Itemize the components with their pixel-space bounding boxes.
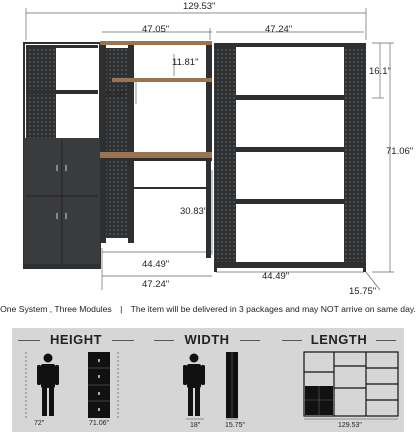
desk-module	[100, 41, 212, 258]
depth-label: 15.75"	[349, 286, 377, 297]
product-length-value: 129.53"	[338, 422, 362, 429]
product-depth-value: 15.75"	[225, 422, 246, 429]
person-icon	[37, 354, 59, 417]
desk-height-label: 30.83"	[180, 206, 208, 217]
right-shelf-module	[214, 43, 366, 272]
modules-text: One System , Three Modules	[0, 304, 112, 314]
delivery-notice: The item will be delivered in 3 packages and may NOT arrive on same day.	[130, 304, 416, 314]
left-cabinet-module	[24, 43, 100, 268]
size-comparison-panel	[12, 328, 404, 432]
width-title: WIDTH	[184, 332, 230, 347]
small-shelf-gap-label: 8.66"	[106, 89, 128, 100]
width-section	[148, 328, 266, 432]
shelf-gap-label: 11.81"	[172, 57, 199, 68]
cabinet-front-icon	[88, 352, 110, 418]
length-title: LENGTH	[310, 332, 368, 347]
height-figure	[12, 328, 140, 432]
height-title: HEIGHT	[49, 332, 103, 347]
length-figure	[274, 328, 404, 432]
right-module-width-label: 47.24"	[265, 24, 293, 35]
product-height-value: 71.06"	[89, 420, 110, 427]
height-section	[12, 328, 140, 432]
width-figure	[148, 328, 266, 432]
person-height-value: 72"	[34, 420, 45, 427]
top-shelf-height-label: 16.1"	[369, 66, 391, 77]
caption	[0, 304, 416, 314]
total-height-label: 71.06"	[386, 146, 414, 157]
caption-separator: |	[120, 304, 123, 314]
person-width-value: 18"	[190, 422, 201, 429]
right-inner-width-label: 44.49"	[262, 271, 290, 282]
length-section	[274, 328, 404, 432]
person-side-icon	[183, 354, 205, 417]
cabinet-side-icon	[226, 352, 238, 418]
desk-inner-width-label: 44.49"	[142, 259, 170, 270]
left-module-width-label: 47.05"	[142, 24, 170, 35]
total-width-label: 129.53"	[183, 1, 216, 12]
bottom-width-label: 47.24"	[142, 279, 170, 290]
